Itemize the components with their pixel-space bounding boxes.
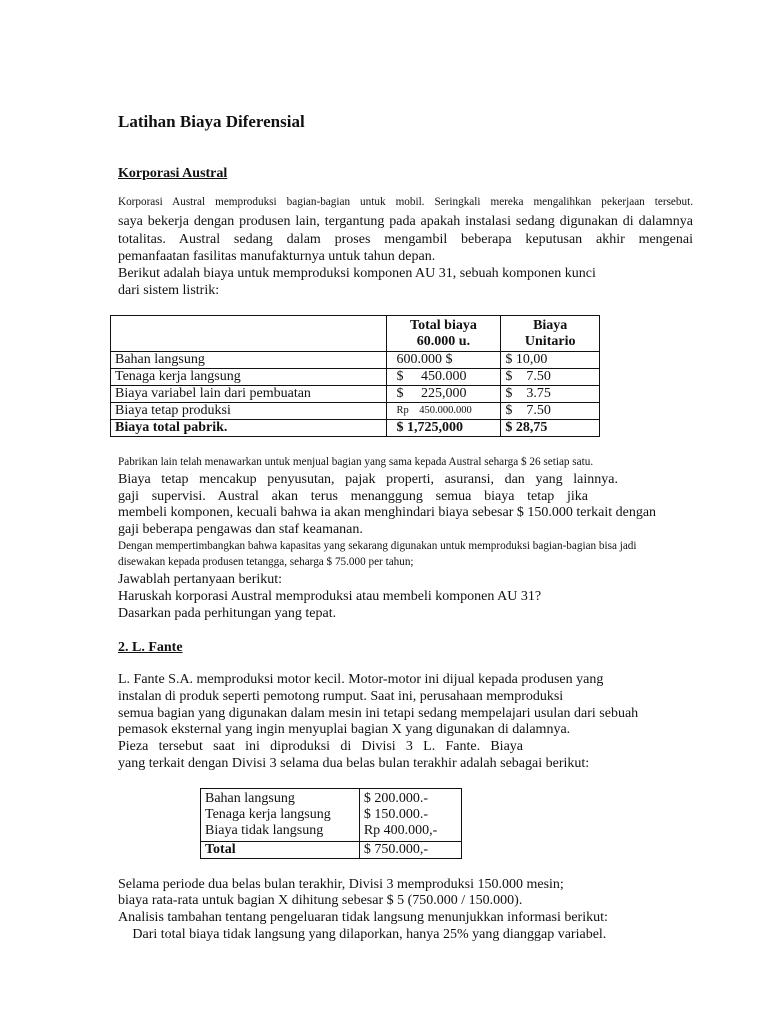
table-row <box>111 369 600 386</box>
section-heading-text: Korporasi Austral <box>118 166 228 181</box>
paragraph-line: Selama periode dua belas bulan terakhir, Divisi 3 memproduksi 150.000 mesin; <box>118 877 564 892</box>
total-value: $ 750.000,- <box>359 842 461 859</box>
row-unit: $ 3.75 <box>501 386 600 403</box>
paragraph-line: Haruskah korporasi Austral memproduksi atau membeli komponen AU 31? <box>118 589 542 604</box>
row-unit: $ 7.50 <box>501 403 600 420</box>
table-total-row <box>111 420 600 437</box>
cost-value: Rp 400.000,- <box>363 823 438 838</box>
paragraph-line: yang terkait dengan Divisi 3 selama dua belas bulan terakhir adalah sebagai berikut: <box>118 756 590 771</box>
header-text: Total biaya <box>410 318 477 333</box>
total-label: Biaya total pabrik. <box>111 420 387 437</box>
paragraph-line: semua bagian yang digunakan dalam mesin ini tetapi sedang mempelajari usulan dari sebuah <box>118 706 639 721</box>
row-total: Rp 450.000.000 <box>386 403 501 420</box>
row-label: Bahan langsung <box>111 352 387 369</box>
row-label: Tenaga kerja langsung <box>111 369 387 386</box>
paragraph-line: gaji supervisi. Austral akan terus menanggung semua biaya tetap jika <box>118 489 588 504</box>
header-text: 60.000 u. <box>416 334 471 349</box>
row-total: 600.000 $ <box>386 352 501 369</box>
table-row <box>111 386 600 403</box>
page-title: Latihan Biaya Diferensial <box>118 112 305 131</box>
header-text: Biaya <box>533 318 568 333</box>
paragraph-line: saya bekerja dengan produsen lain, tergantung pada apakah instalasi sedang digunakan di dalamnya <box>118 214 693 229</box>
cost-label: Biaya tidak langsung <box>205 823 324 838</box>
paragraph-line: Dengan mempertimbangkan bahwa kapasitas yang sekarang digunakan untuk memproduksi bagian-bagian bisa jadi <box>118 540 637 552</box>
table-header-cell <box>501 316 600 352</box>
paragraph-line: dari sistem listrik: <box>118 283 220 298</box>
table-header-row <box>111 316 600 352</box>
cost-value: $ 200.000.- <box>363 791 428 806</box>
paragraph-line: gaji beberapa pengawas dan staf keamanan. <box>118 522 363 537</box>
paragraph-line: pemasok eksternal yang ingin menyuplai bagian X yang digunakan di dalamnya. <box>118 722 571 737</box>
paragraph-line: Pieza tersebut saat ini diproduksi di Divisi 3 L. Fante. Biaya <box>118 739 523 754</box>
row-unit: $ 10,00 <box>501 352 600 369</box>
paragraph-line: disewakan kepada produsen tetangga, seharga $ 75.000 per tahun; <box>118 556 414 568</box>
paragraph-line: pemanfaatan fasilitas manufakturnya untuk tahun depan. <box>118 249 436 264</box>
paragraph-line: Dasarkan pada perhitungan yang tepat. <box>118 606 337 621</box>
row-label: Biaya variabel lain dari pembuatan <box>111 386 387 403</box>
paragraph-line: totalitas. Austral sedang dalam proses mengambil beberapa keputusan akhir mengenai <box>118 232 693 247</box>
cost-value: $ 150.000.- <box>363 807 428 822</box>
paragraph-line: Biaya tetap mencakup penyusutan, pajak properti, asuransi, dan yang lainnya. <box>118 472 618 487</box>
section-heading-fante: 2. L. Fante <box>118 640 183 655</box>
header-text: Unitario <box>524 334 576 349</box>
paragraph-line: Analisis tambahan tentang pengeluaran tidak langsung menunjukkan informasi berikut: <box>118 910 608 925</box>
row-label: Biaya tetap produksi <box>111 403 387 420</box>
total-value: $ 1,725,000 <box>386 420 501 437</box>
cost-labels <box>201 789 360 842</box>
paragraph-line: Berikut adalah biaya untuk memproduksi komponen AU 31, sebuah komponen kunci <box>118 266 596 281</box>
paragraph-line: membeli komponen, kecuali bahwa ia akan menghindari biaya sebesar $ 150.000 terkait dengan <box>118 505 657 520</box>
paragraph-line: instalan di produk seperti pemotong rumput. Saat ini, perusahaan memproduksi <box>118 689 564 704</box>
paragraph-line: Korporasi Austral memproduksi bagian-bagian untuk mobil. Seringkali mereka mengalihkan pekerjaan tersebut. <box>118 196 693 208</box>
total-unit: $ 28,75 <box>501 420 600 437</box>
table-header-cell <box>111 316 387 352</box>
table-header-cell <box>386 316 501 352</box>
cost-values <box>359 789 461 842</box>
row-total: $ 450.000 <box>386 369 501 386</box>
cost-label: Tenaga kerja langsung <box>205 807 331 822</box>
paragraph-line: Dari total biaya tidak langsung yang dilaporkan, hanya 25% yang dianggap variabel. <box>118 927 592 942</box>
cost-label: Bahan langsung <box>205 791 295 806</box>
row-total: $ 225,000 <box>386 386 501 403</box>
paragraph-line: biaya rata-rata untuk bagian X dihitung sebesar $ 5 (750.000 / 150.000). <box>118 893 523 908</box>
table-total-row <box>201 842 462 859</box>
paragraph-line: Pabrikan lain telah menawarkan untuk menjual bagian yang sama kepada Austral seharga $ 26 setiap satu. <box>118 456 594 468</box>
table-row <box>201 789 462 842</box>
total-label: Total <box>201 842 360 859</box>
paragraph-line: L. Fante S.A. memproduksi motor kecil. Motor-motor ini dijual kepada produsen yang <box>118 672 604 687</box>
fante-cost-table <box>200 788 462 859</box>
austral-cost-table <box>110 315 600 437</box>
table-row <box>111 403 600 420</box>
table-row <box>111 352 600 369</box>
section-heading-austral <box>118 166 261 182</box>
row-unit: $ 7.50 <box>501 369 600 386</box>
paragraph-line: Jawablah pertanyaan berikut: <box>118 572 283 587</box>
